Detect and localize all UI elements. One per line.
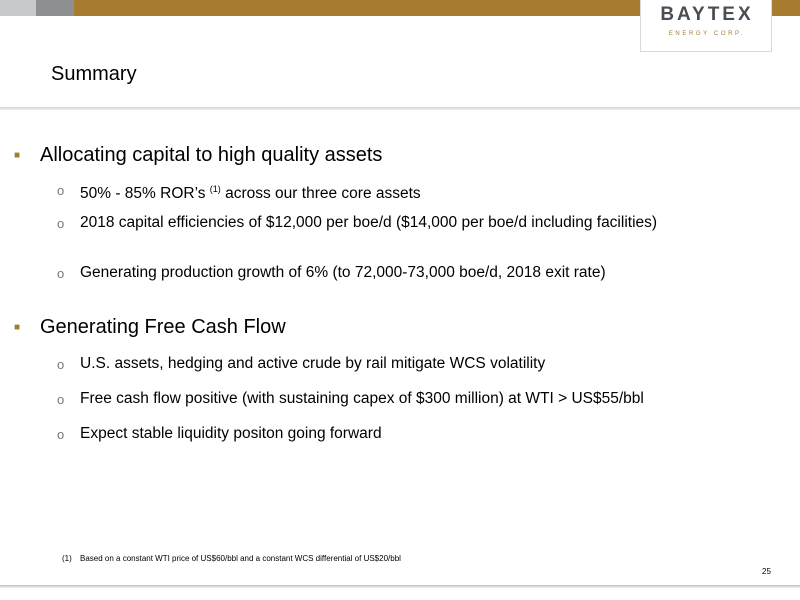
circle-bullet-icon: o [57, 266, 65, 281]
list-item [80, 181, 730, 202]
circle-bullet-icon: o [57, 216, 65, 231]
circle-bullet-icon: o [57, 392, 65, 407]
list-item-text: across our three core assets [220, 185, 421, 202]
title-divider [0, 107, 800, 110]
list-item: Generating production growth of 6% (to 72,000-73,000 boe/d, 2018 exit rate) [80, 264, 606, 281]
list-item-text: 50% - 85% ROR’s [80, 185, 210, 202]
list-item: Free cash flow positive (with sustaining capex of $300 million) at WTI > US$55/bbl [80, 390, 644, 407]
footnote-marker: (1) [62, 554, 72, 563]
circle-bullet-icon: o [57, 427, 65, 442]
footnote-ref: (1) [209, 184, 221, 194]
circle-bullet-icon: o [57, 357, 65, 372]
square-bullet-icon: ■ [14, 322, 21, 333]
list-item: Expect stable liquidity positon going forward [80, 425, 382, 442]
square-bullet-icon: ■ [14, 150, 21, 161]
list-item: U.S. assets, hedging and active crude by rail mitigate WCS volatility [80, 355, 546, 372]
list-item: 2018 capital efficiencies of $12,000 per boe/d ($14,000 per boe/d including facilities) [80, 214, 658, 231]
logo-wordmark: BAYTEX [660, 4, 754, 25]
footnote-text: Based on a constant WTI price of US$60/bbl and a constant WCS differential of US$20/bbl [80, 554, 401, 563]
section-heading: Generating Free Cash Flow [40, 316, 286, 338]
top-bar-gray-light [0, 0, 36, 16]
circle-bullet-icon: o [57, 183, 65, 198]
page-number: 25 [762, 567, 771, 576]
slide-title: Summary [51, 63, 137, 85]
section-heading: Allocating capital to high quality assets [40, 144, 383, 166]
company-logo [640, 0, 772, 52]
logo-subtitle: ENERGY CORP. [668, 31, 746, 37]
top-bar-gray-dark [36, 0, 74, 16]
bottom-divider [0, 585, 800, 588]
footnote [62, 554, 401, 563]
